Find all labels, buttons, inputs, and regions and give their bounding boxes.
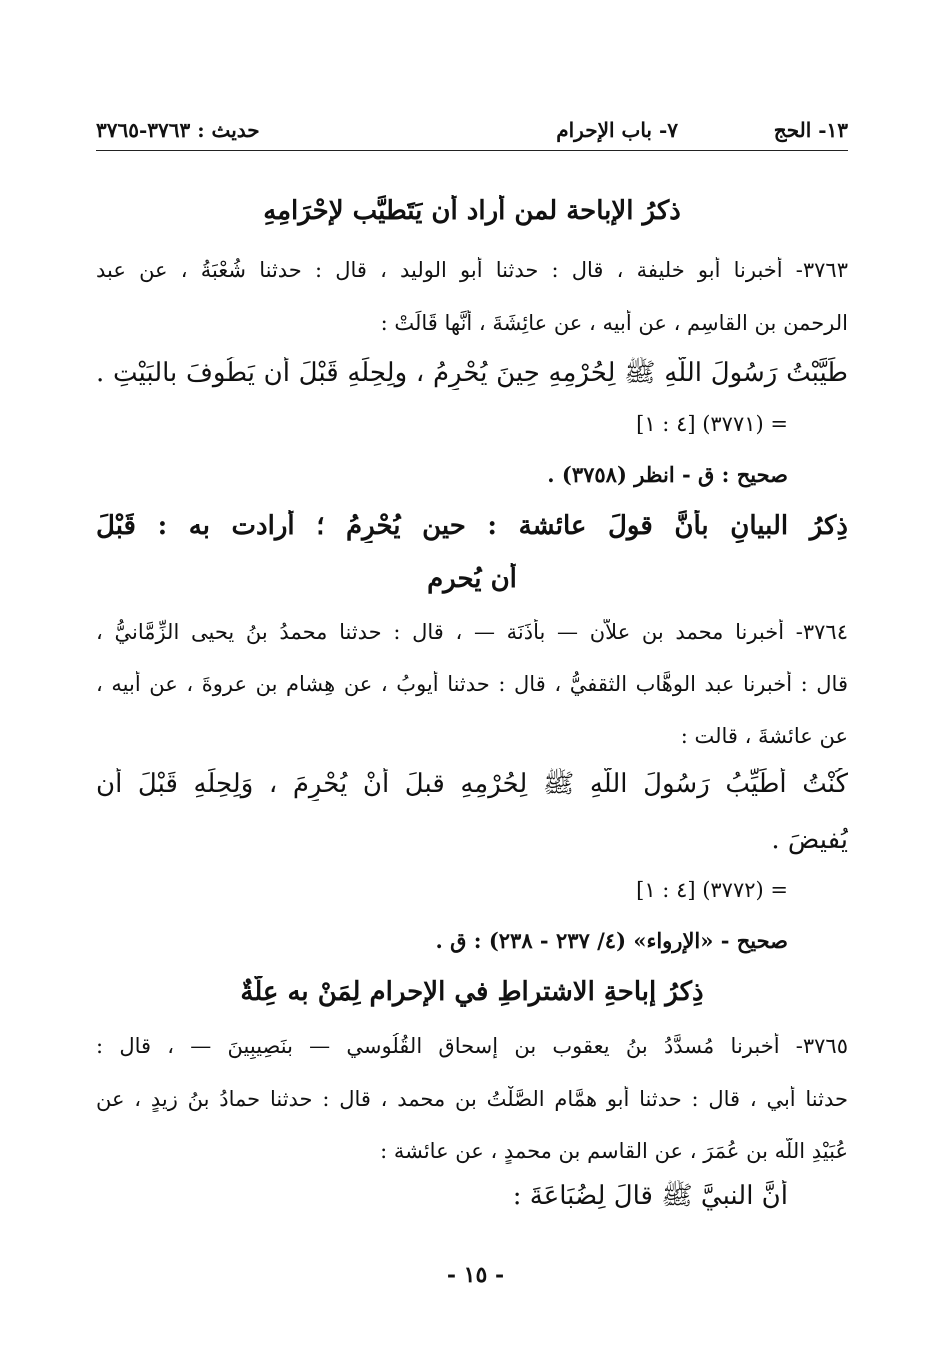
text-line: = (٣٧٧٢) [٤ : ١] [636,878,788,902]
text-line: حدثنا أبي ، قال : حدثنا أبو همَّام الصَّلْتُ بن محمد ، قال : حدثنا حمادُ بنُ زيدٍ ، عن [96,1087,848,1111]
page-number: - ١٥ - [446,1262,505,1288]
text-line: كُنْتُ أُطَيِّبُ رَسُولَ اللَّهِ ﷺ لِحُرْمِهِ قبلَ أَنْ يُحْرِمَ ، وَلِحِلِّهِ قَبْلَ أن [96,769,848,799]
running-header [96,114,848,148]
text-line: ذِكرُ البيانِ بأنَّ قولَ عائشة : حين يُحْرِمُ ؛ أرادت به : قَبْلَ [96,511,848,541]
text-line: أنَّ النبيَّ ﷺ قالَ لِضُبَاعَةَ : [512,1181,788,1211]
header-rule [96,150,848,151]
text-line: ٣٧٦٥- أخبرنا مُسدَّدُ بنُ يعقوب بن إسحاق القُلُوسي — بنَصِيبِينَ — ، قال : [96,1034,848,1058]
header-book: ١٣- الحج [773,118,848,142]
text-line: قال : أخبرنا عبد الوهَّاب الثقفيُّ ، قال : حدثنا أيوبُ ، عن هِشام بن عروةَ ، عن أبيه ، [96,672,848,696]
text-line: الرحمن بنِ القاسِمِ ، عن أبيه ، عن عائِشَةَ ، أنَّها قَالَتْ : [380,311,848,335]
text-line: ذكرُ الإباحة لمن أراد أن يَتَطيَّب لإحْرَامِهِ [263,196,681,226]
text-line: طَيَّبْتُ رَسُولَ اللَّهِ ﷺ لِحُرْمِهِ حِينَ يُحْرِمُ ، ولِحِلِّهِ قَبْلَ أن يَطُوفَ بالبَيْتِ . [96,358,848,388]
text-line: ذِكرُ إباحةِ الاشتراطِ في الإحرام لِمَنْ به عِلَّةٌ [240,977,704,1007]
header-hadith-range: حديث : ٣٧٦٣-٣٧٦٥ [96,118,260,142]
text-line: أن يُحرم [427,564,517,594]
text-line: ٣٧٦٤- أخبرنا محمد بن علاّن — بأَذَنَة — ، قال : حدثنا محمدُ بنُ يحيى الزِّمَّانيُّ ، [96,620,848,644]
text-line: ٣٧٦٣- أخبرنا أبو خليفة ، قال : حدثنا أبو الوليد ، قال : حدثنا شُعْبَةُ ، عن عبد [96,258,848,282]
text-line: عن عائشةَ ، قالت : [680,724,848,748]
text-line: عُبَيْدِ اللَّه بنِ عُمَرَ ، عن القاسم بن محمدٍ ، عن عائشة : [380,1139,848,1163]
header-chapter: ٧- باب الإحرام [556,118,678,142]
text-line: يُفيضَ . [771,825,848,855]
text-line: صحيح : ق - انظر (٣٧٥٨) . [547,462,788,487]
text-line: = (٣٧٧١) [٤ : ١] [636,412,788,436]
text-line: صحيح - «الإرواء» (٤/ ٢٣٧ - ٢٣٨) : ق . [435,928,788,953]
